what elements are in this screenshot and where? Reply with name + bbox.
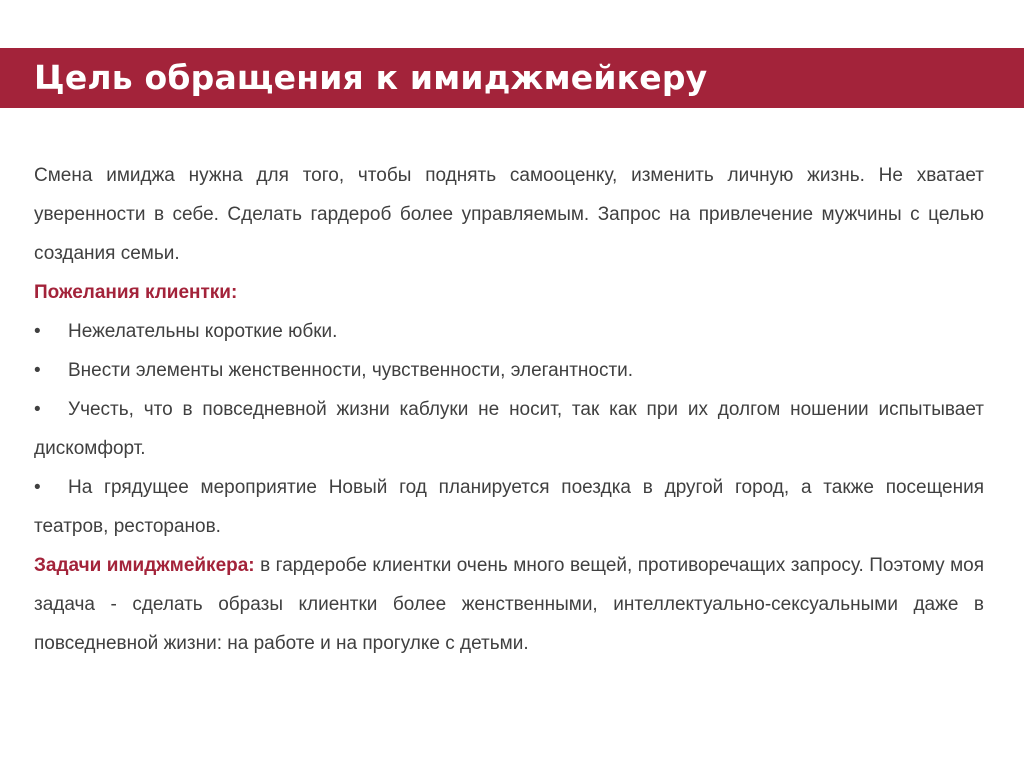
bullet-marker: • xyxy=(34,360,41,381)
bullet-marker: • xyxy=(34,321,41,342)
tasks-text: в гардеробе клиентки очень много вещей, противоречащих запросу. Поэтому моя задача - сделать образы клиентки более женственными, интеллектуально-сексуальными даже в повседневной жизни: на работе и на прогулке с детьми. xyxy=(34,555,984,654)
wish-item xyxy=(34,351,984,390)
wish-text: Внести элементы женственности, чувственности, элегантности. xyxy=(68,360,634,381)
wish-item xyxy=(34,390,984,468)
wish-item xyxy=(34,312,984,351)
bullet-marker: • xyxy=(34,399,41,420)
wish-item xyxy=(34,468,984,546)
wish-text: Нежелательны короткие юбки. xyxy=(68,321,338,342)
wishes-heading: Пожелания клиентки: xyxy=(34,282,238,303)
tasks-label: Задачи имиджмейкера: xyxy=(34,555,255,576)
intro-paragraph: Смена имиджа нужна для того, чтобы поднять самооценку, изменить личную жизнь. Не хватает уверенности в себе. Сделать гардероб более управляемым. Запрос на привлечение мужчины с целью создания семьи. xyxy=(34,165,984,264)
wish-text: На грядущее мероприятие Новый год планируется поездка в другой город, а также посещения театров, ресторанов. xyxy=(34,477,984,537)
title-bar xyxy=(0,48,1024,108)
bullet-marker: • xyxy=(34,477,41,498)
slide-title: Цель обращения к имиджмейкеру xyxy=(34,58,708,97)
slide-body xyxy=(34,156,984,663)
wish-text: Учесть, что в повседневной жизни каблуки не носит, так как при их долгом ношении испытывает дискомфорт. xyxy=(34,399,984,459)
tasks-paragraph xyxy=(34,546,984,663)
